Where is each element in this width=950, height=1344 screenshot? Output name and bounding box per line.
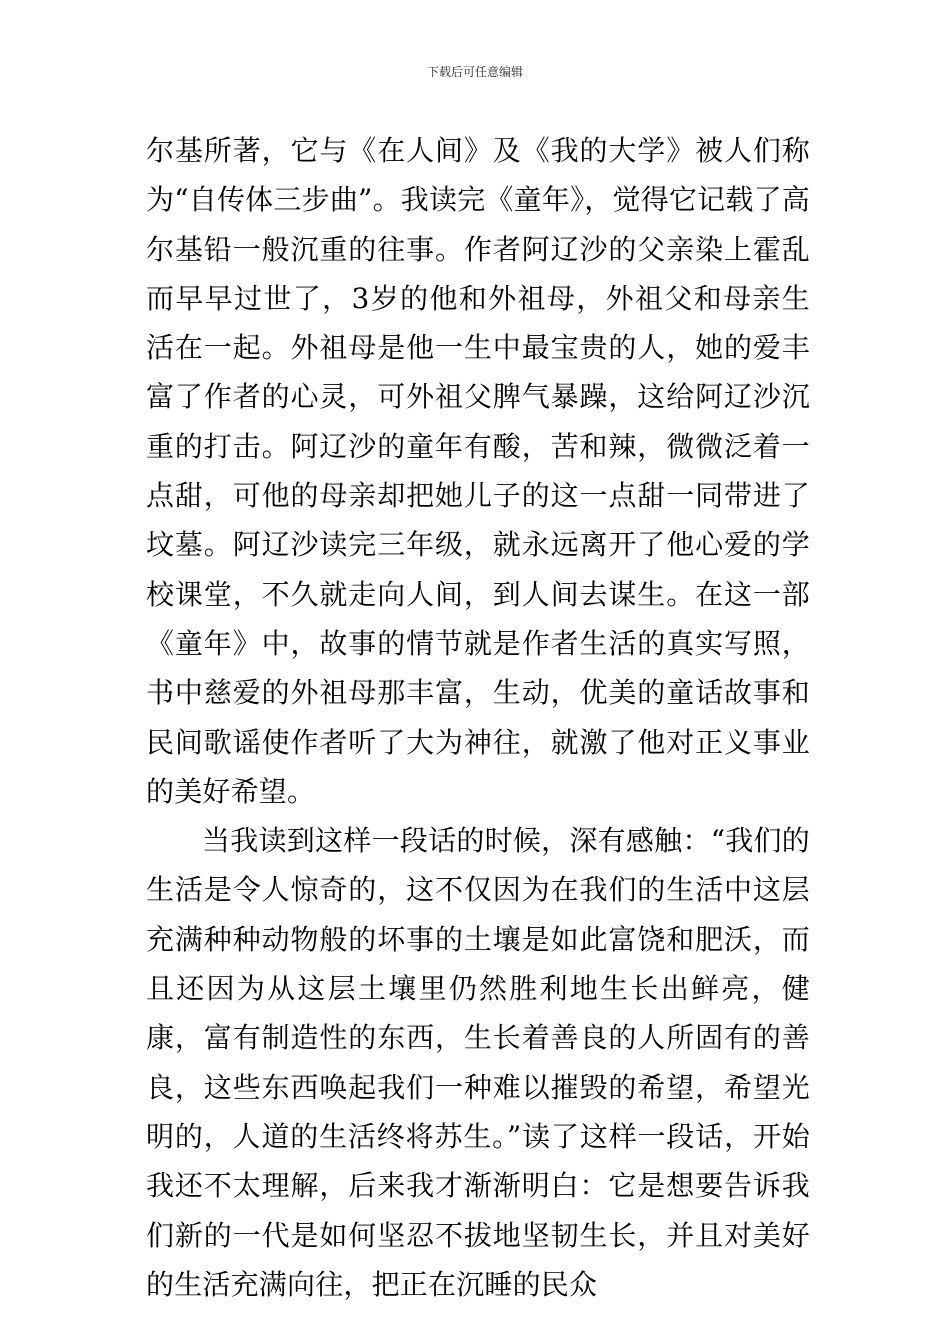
page-header: 下载后可任意编辑 [426, 65, 523, 79]
document-body [146, 126, 810, 1309]
body-paragraph-1: 尔基所著，它与《在人间》及《我的大学》被人们称为“自传体三步曲”。我读完《童年》，觉得它记载了高尔基铅一般沉重的往事。作者阿辽沙的父亲染上霍乱而早早过世了，3岁的他和外祖母，外祖父和母亲生活在一起。外祖母是他一生中最宝贵的人，她的爱丰富了作者的心灵，可外祖父脾气暴躁，这给阿辽沙沉重的打击。阿辽沙的童年有酸，苦和辣，微微泛着一点甜，可他的母亲却把她儿子的这一点甜一同带进了坟墓。阿辽沙读完三年级，就永远离开了他心爱的学校课堂，不久就走向人间，到人间去谋生。在这一部《童年》中，故事的情节就是作者生活的真实写照，书中慈爱的外祖母那丰富，生动，优美的童话故事和民间歌谣使作者听了大为神往，就激了他对正义事业的美好希望。 [146, 134, 810, 808]
body-paragraph-2: 当我读到这样一段话的时候，深有感触：“我们的生活是令人惊奇的，这不仅因为在我们的生活中这层充满种种动物般的坏事的土壤是如此富饶和肥沃，而且还因为从这层土壤里仍然胜利地生长出鲜亮，健康，富有制造性的东西，生长着善良的人所固有的善良，这些东西唤起我们一种难以摧毁的希望，希望光明的，人道的生活终将苏生。”读了这样一段话，开始我还不太理解，后来我才渐渐明白：它是想要告诉我们新的一代是如何坚忍不拔地坚韧生长，并且对美好的生活充满向往，把正在沉睡的民众 [146, 824, 810, 1301]
